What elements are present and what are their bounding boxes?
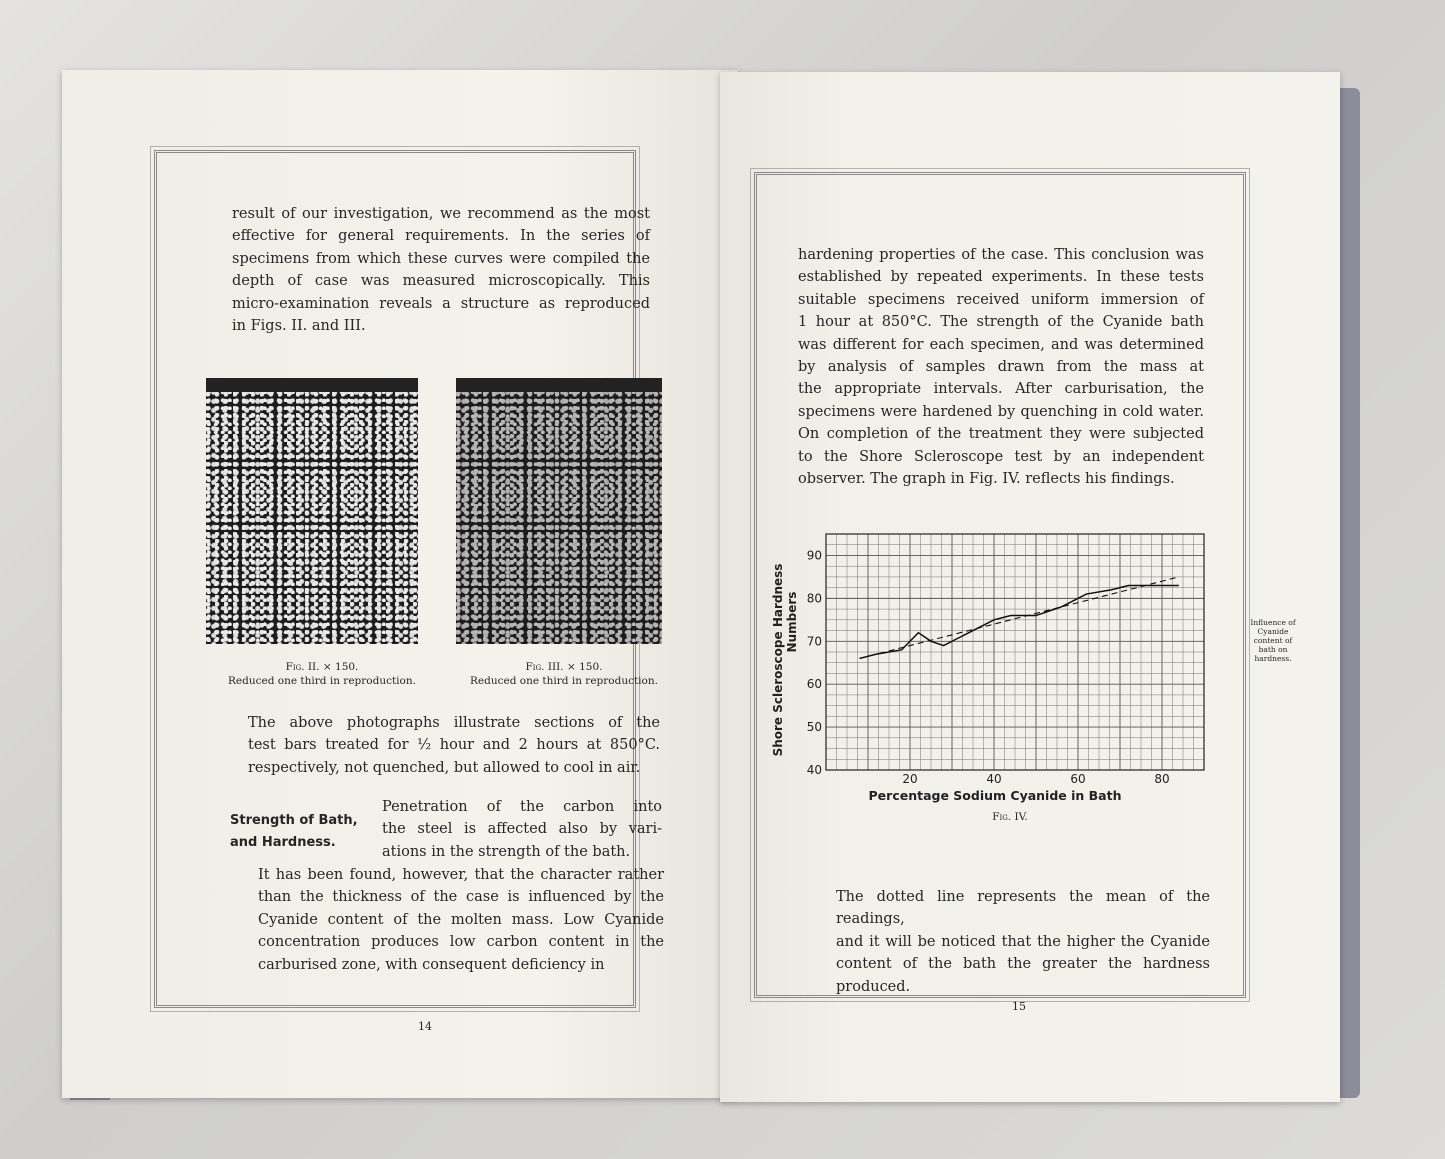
left-page: [62, 70, 738, 1098]
right-paragraph-1-line: was different for each specimen, and was determined: [798, 336, 1204, 353]
right-paragraph-1-line: to the Shore Scleroscope test by an independent: [798, 448, 1204, 465]
y-tick-label: 90: [806, 548, 822, 563]
left-paragraph-1: [232, 203, 650, 337]
side-heading: [230, 810, 380, 854]
left-paragraph-1-line: micro-examination reveals a structure as reproduced: [232, 295, 650, 312]
left-paragraph-3b-line: than the thickness of the case is influenced by the: [258, 889, 664, 906]
left-paragraph-3-rest: [258, 864, 664, 976]
right-paragraph-1-line: suitable specimens received uniform immersion of: [798, 291, 1204, 308]
left-paragraph-3b-line: Cyanide content of the molten mass. Low Cyanide: [258, 911, 664, 928]
left-paragraph-2-line: The above photographs illustrate sections of the: [248, 715, 660, 731]
left-paragraph-3b-line: carburised zone, with consequent deficiency in: [258, 956, 605, 973]
x-tick-label: 80: [1154, 772, 1170, 786]
right-paragraph-1-line: established by repeated experiments. In these tests: [798, 269, 1204, 286]
left-paragraph-3a-line: the steel is affected also by vari-: [382, 821, 662, 838]
y-tick-label: 40: [806, 763, 822, 777]
x-tick-label: 40: [986, 772, 1002, 786]
right-page: [720, 72, 1340, 1102]
x-axis-label: Percentage Sodium Cyanide in Bath: [868, 788, 1122, 803]
y-tick-label: 50: [806, 720, 822, 735]
hardness-readings-line: [860, 585, 1179, 658]
figure-iv-chart: [764, 512, 1234, 832]
figure-iii-caption-block: [448, 660, 680, 688]
left-paragraph-2-line: test bars treated for ½ hour and 2 hours at 850°C.: [248, 737, 660, 754]
left-paragraph-3-indented: [382, 796, 662, 863]
left-paragraph-3b-line: concentration produces low carbon content in the: [258, 934, 664, 951]
x-tick-label: 60: [1070, 772, 1086, 786]
right-paragraph-1: [798, 244, 1204, 490]
left-paragraph-1-line: result of our investigation, we recommend as the most: [232, 206, 650, 222]
figure-ii-caption: Fig. II. × 150.: [285, 661, 359, 673]
left-paragraph-1-line: depth of case was measured microscopically. This: [232, 273, 650, 290]
right-paragraph-1-line: specimens were hardened by quenching in cold water.: [798, 403, 1204, 420]
left-page-number: 14: [418, 1020, 432, 1033]
left-paragraph-1-line: in Figs. II. and III.: [232, 318, 366, 335]
figure-iii-micrograph: [456, 378, 662, 644]
right-paragraph-2: [836, 886, 1210, 998]
figure-ii-micrograph: [206, 378, 418, 644]
side-heading-line-1: Strength of Bath,: [230, 813, 358, 828]
x-tick-label: 20: [902, 772, 918, 786]
right-paragraph-1-line: observer. The graph in Fig. IV. reflects his findings.: [798, 471, 1175, 488]
right-paragraph-2-line: The dotted line represents the mean of the readings,: [836, 889, 1210, 928]
side-heading-line-2: and Hardness.: [230, 835, 336, 850]
margin-note: Influence of Cyanide content of bath on hardness.: [1250, 618, 1296, 663]
figure-ii-caption-block: [206, 660, 438, 688]
figure-iii-subcaption: Reduced one third in reproduction.: [470, 675, 658, 687]
left-paragraph-2: [248, 712, 660, 779]
left-paragraph-1-line: specimens from which these curves were compiled the: [232, 250, 650, 267]
mean-dotted-line: [860, 577, 1179, 659]
right-paragraph-1-line: 1 hour at 850°C. The strength of the Cyanide bath: [798, 314, 1204, 331]
y-tick-label: 80: [806, 591, 822, 606]
left-paragraph-3a-line: Penetration of the carbon into: [382, 799, 662, 815]
left-paragraph-1-line: effective for general requirements. In the series of: [232, 228, 650, 245]
left-paragraph-3b-line: It has been found, however, that the character rather: [258, 867, 664, 883]
right-page-number: 15: [1012, 1000, 1026, 1013]
left-paragraph-2-line: respectively, not quenched, but allowed to cool in air.: [248, 759, 641, 776]
right-paragraph-1-line: by analysis of samples drawn from the mass at: [798, 359, 1204, 376]
y-tick-label: 70: [806, 634, 822, 649]
figure-ii-subcaption: Reduced one third in reproduction.: [228, 675, 416, 687]
figure-iii-caption: Fig. III. × 150.: [525, 661, 603, 673]
right-paragraph-1-line: On completion of the treatment they were subjected: [798, 426, 1204, 443]
right-paragraph-1-line: the appropriate intervals. After carburisation, the: [798, 381, 1204, 398]
hardness-chart-svg: [764, 512, 1234, 832]
y-axis-label-line-2: Numbers: [785, 591, 799, 653]
left-paragraph-3a-line: ations in the strength of the bath.: [382, 843, 631, 860]
y-tick-label: 60: [806, 677, 822, 692]
right-paragraph-1-line: hardening properties of the case. This conclusion was: [798, 247, 1204, 263]
right-paragraph-2-line: content of the bath the greater the hardness produced.: [836, 956, 1210, 995]
figure-iv-caption: Fig. IV.: [992, 811, 1028, 823]
right-paragraph-2-line: and it will be noticed that the higher the Cyanide: [836, 933, 1210, 950]
y-axis-label-line-1: Shore Scleroscope Hardness: [771, 563, 785, 757]
